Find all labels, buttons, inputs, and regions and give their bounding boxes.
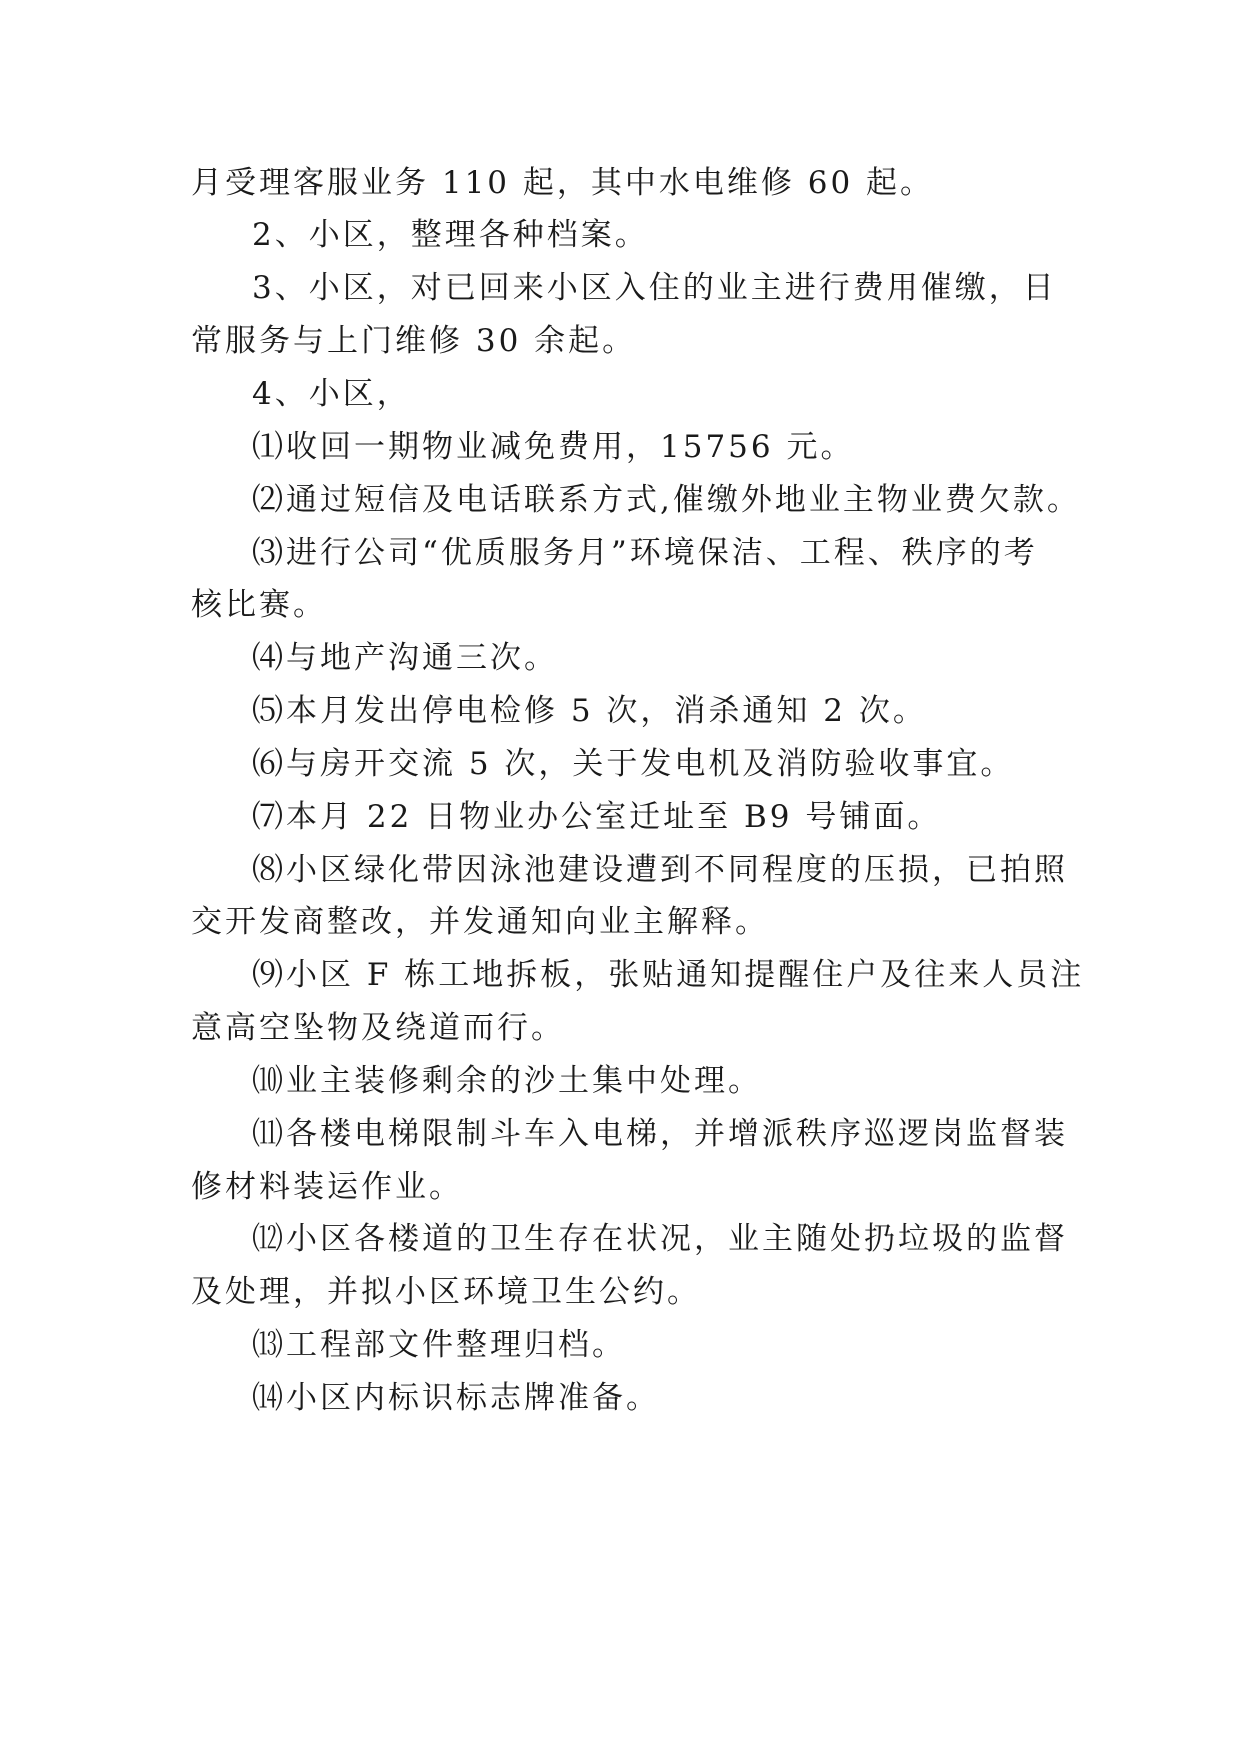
- text-line: 及处理，并拟小区环境卫生公约。: [191, 1274, 701, 1310]
- text-line: ⑹与房开交流 5 次，关于发电机及消防验收事宜。: [252, 746, 1015, 782]
- text-line: 常服务与上门维修 30 余起。: [191, 323, 637, 359]
- text-line: ⑻小区绿化带因泳池建设遭到不同程度的压损，已拍照: [252, 852, 1068, 888]
- text-line: 3、小区，对已回来小区入住的业主进行费用催缴，日: [252, 270, 1057, 306]
- text-line: ⑶进行公司“优质服务月”环境保洁、工程、秩序的考: [252, 535, 1038, 571]
- text-line: 核比赛。: [191, 587, 327, 623]
- text-line: ⒀工程部文件整理归档。: [252, 1327, 626, 1363]
- text-line: ⒁小区内标识标志牌准备。: [252, 1380, 660, 1416]
- text-line: ⑼小区 F 栋工地拆板，张贴通知提醒住户及往来人员注: [252, 957, 1085, 993]
- text-line: 修材料装运作业。: [191, 1169, 463, 1205]
- text-line: ⑵通过短信及电话联系方式,催缴外地业主物业费欠款。: [252, 482, 1081, 518]
- text-line: 意高空坠物及绕道而行。: [191, 1010, 565, 1046]
- text-line: ⑴收回一期物业减免费用，15756 元。: [252, 429, 855, 465]
- text-line: 月受理客服业务 110 起，其中水电维修 60 起。: [191, 165, 935, 201]
- text-line: 4、小区，: [252, 376, 411, 412]
- text-line: ⑸本月发出停电检修 5 次，消杀通知 2 次。: [252, 693, 927, 729]
- text-line: ⑾各楼电梯限制斗车入电梯，并增派秩序巡逻岗监督装: [252, 1116, 1068, 1152]
- text-line: 交开发商整改，并发通知向业主解释。: [191, 904, 769, 940]
- text-line: ⑽业主装修剩余的沙土集中处理。: [252, 1063, 762, 1099]
- text-line: ⑷与地产沟通三次。: [252, 640, 558, 676]
- text-line: ⑺本月 22 日物业办公室迁址至 B9 号铺面。: [252, 799, 942, 835]
- text-line: 2、小区，整理各种档案。: [252, 217, 649, 253]
- text-line: ⑿小区各楼道的卫生存在状况，业主随处扔垃圾的监督: [252, 1221, 1068, 1257]
